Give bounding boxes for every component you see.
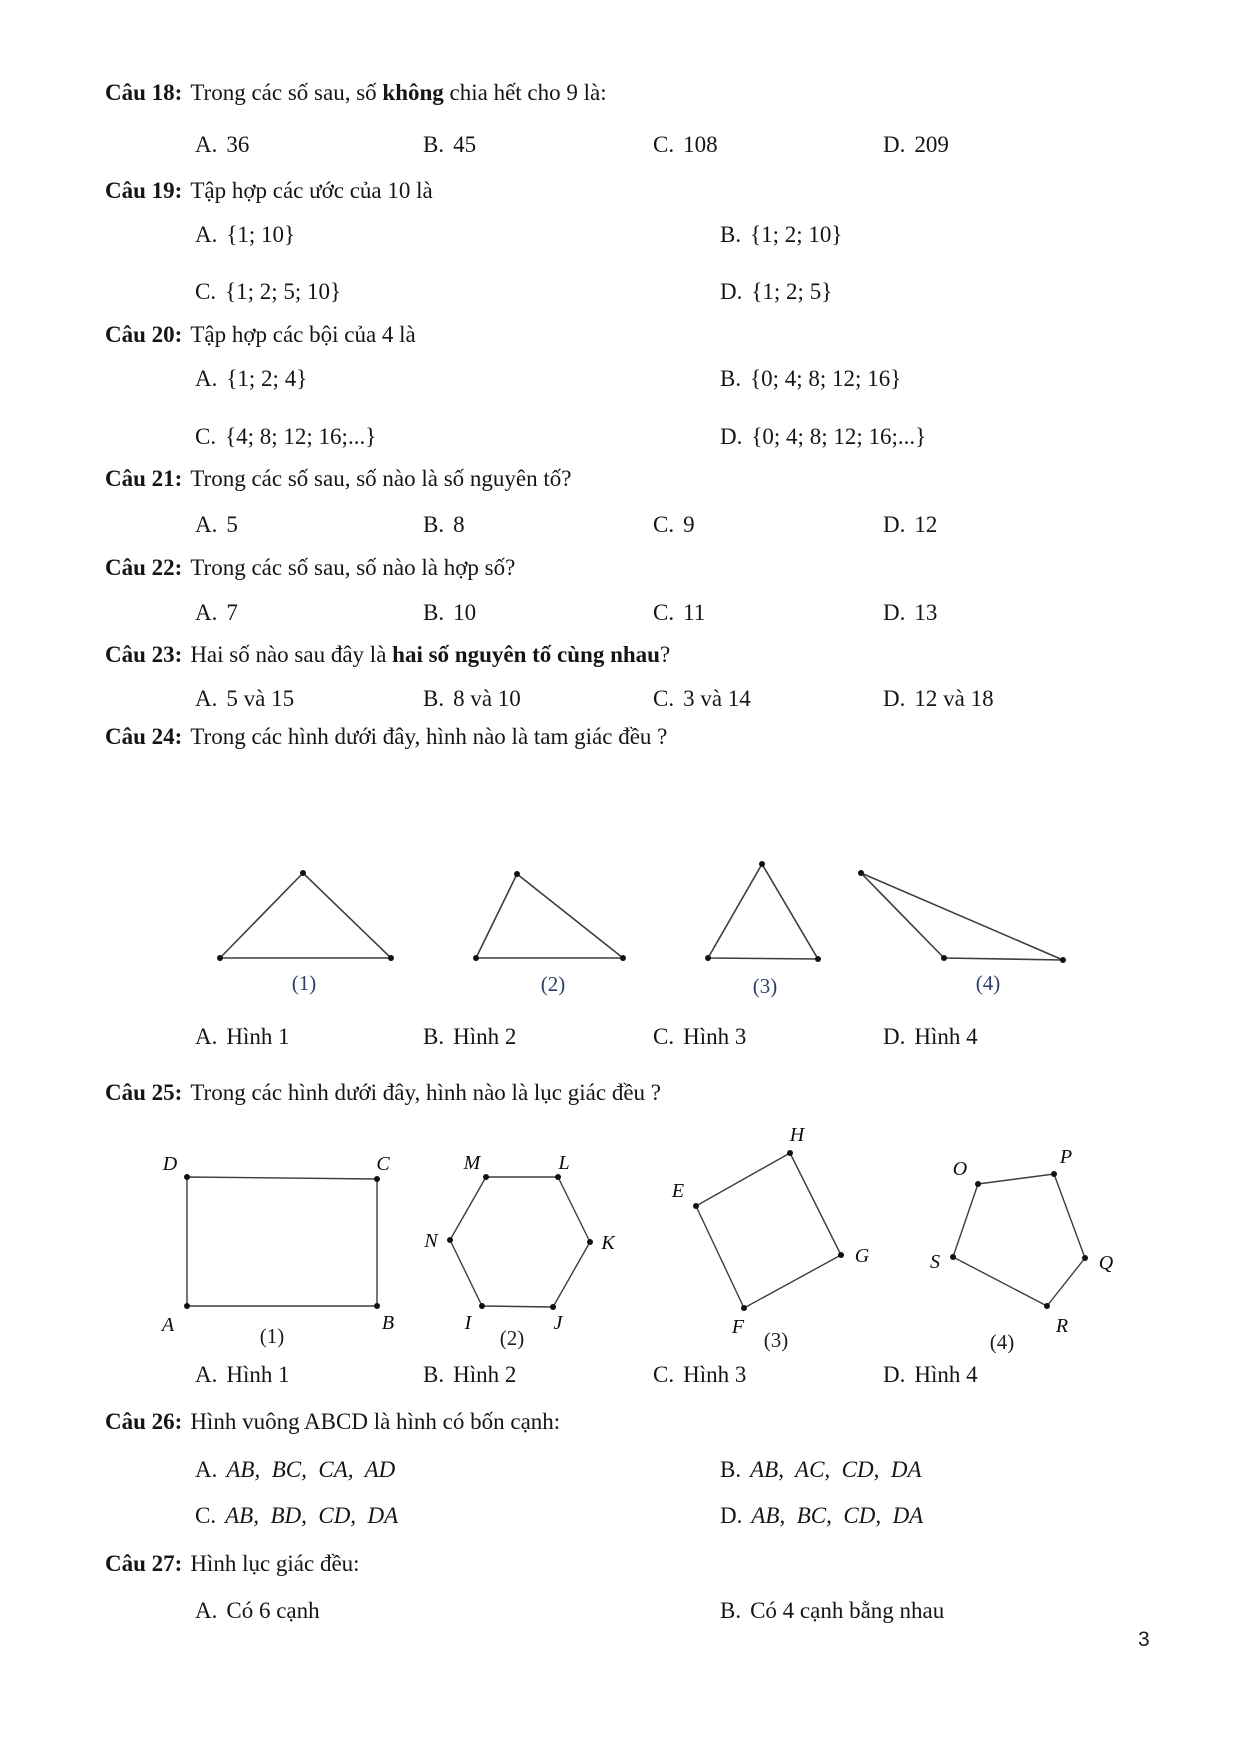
vertex-label-g: G xyxy=(854,1245,870,1267)
option-22-a: A. 7 xyxy=(195,600,238,625)
question-23-text-post: ? xyxy=(659,642,671,667)
option-23-c: C. 3 và 14 xyxy=(653,686,751,711)
question-23-text-pre: Hai số nào sau đây là xyxy=(190,642,393,667)
question-20-options-row2 xyxy=(0,422,1241,456)
option-24-d: D. Hình 4 xyxy=(883,1024,978,1049)
question-27-heading xyxy=(105,1549,360,1579)
option-18-c: C. 108 xyxy=(653,132,718,157)
triangle-4 xyxy=(861,873,1063,960)
option-20-d: D. {0; 4; 8; 12; 16;...} xyxy=(720,424,927,449)
question-22-heading xyxy=(105,553,515,583)
option-26-b: B. AB, AC, CD, DA xyxy=(720,1457,922,1482)
option-25-c: C. Hình 3 xyxy=(653,1362,747,1387)
question-25-label: Câu 25: xyxy=(105,1080,183,1105)
triangles-figure xyxy=(150,848,1130,998)
option-19-c: C. {1; 2; 5; 10} xyxy=(195,279,342,304)
question-19-text: Tập hợp các ước của 10 là xyxy=(190,178,433,203)
question-21-heading xyxy=(105,464,571,494)
question-23-heading xyxy=(105,640,670,670)
option-20-c: C. {4; 8; 12; 16;...} xyxy=(195,424,377,449)
vertex-label-m: M xyxy=(463,1152,481,1174)
option-26-a: A. AB, BC, CA, AD xyxy=(195,1457,396,1482)
question-25-heading xyxy=(105,1078,661,1108)
option-21-a: A. 5 xyxy=(195,512,238,537)
option-26-d: D. AB, BC, CD, DA xyxy=(720,1503,924,1528)
question-27-options xyxy=(0,1596,1241,1630)
option-22-d: D. 13 xyxy=(883,600,938,625)
vertex-label-b: B xyxy=(381,1312,395,1334)
option-20-a: A. {1; 2; 4} xyxy=(195,366,308,391)
question-22-options xyxy=(0,598,1241,632)
option-21-d: D. 12 xyxy=(883,512,938,537)
question-23-label: Câu 23: xyxy=(105,642,183,667)
rectangle-figure xyxy=(187,1177,377,1306)
question-19-label: Câu 19: xyxy=(105,178,183,203)
page-number: 3 xyxy=(1138,1628,1150,1651)
option-25-d: D. Hình 4 xyxy=(883,1362,978,1387)
option-24-b: B. Hình 2 xyxy=(423,1024,517,1049)
polygons-figure xyxy=(140,1125,1120,1353)
polygon-1-caption: (1) xyxy=(259,1324,285,1348)
question-26-options-row1 xyxy=(0,1455,1241,1489)
option-22-b: B. 10 xyxy=(423,600,477,625)
pentagon-figure xyxy=(953,1174,1085,1306)
vertex-label-j: J xyxy=(553,1312,563,1334)
vertex-label-s: S xyxy=(930,1251,940,1273)
option-19-b: B. {1; 2; 10} xyxy=(720,222,843,247)
question-24-heading xyxy=(105,722,667,752)
question-23-text-bold: hai số nguyên tố cùng nhau xyxy=(392,642,660,667)
question-24-text: Trong các hình dưới đây, hình nào là tam giác đều ? xyxy=(190,724,668,749)
option-22-c: C. 11 xyxy=(653,600,706,625)
question-27-text: Hình lục giác đều: xyxy=(190,1551,360,1576)
triangle-2-caption: (2) xyxy=(540,972,566,996)
question-26-options-row2 xyxy=(0,1501,1241,1535)
vertex-label-e: E xyxy=(671,1180,685,1202)
vertex-label-h: H xyxy=(789,1125,805,1146)
triangle-1-caption: (1) xyxy=(291,971,317,995)
option-25-b: B. Hình 2 xyxy=(423,1362,517,1387)
vertex-label-d: D xyxy=(162,1153,178,1175)
vertex-label-f: F xyxy=(731,1316,745,1338)
triangle-3-caption: (3) xyxy=(752,974,778,998)
question-25-options xyxy=(0,1360,1241,1394)
option-18-a: A. 36 xyxy=(195,132,250,157)
option-23-d: D. 12 và 18 xyxy=(883,686,994,711)
question-24-options xyxy=(0,1022,1241,1056)
question-24-label: Câu 24: xyxy=(105,724,183,749)
vertex-label-p: P xyxy=(1059,1146,1073,1168)
question-20-options-row1 xyxy=(0,364,1241,398)
question-18-text-bold: không xyxy=(382,80,444,105)
triangle-1 xyxy=(220,873,391,958)
polygon-3-caption: (3) xyxy=(763,1328,789,1352)
question-22-text: Trong các số sau, số nào là hợp số? xyxy=(190,555,516,580)
question-18-label: Câu 18: xyxy=(105,80,183,105)
option-23-a: A. 5 và 15 xyxy=(195,686,295,711)
question-23-options xyxy=(0,684,1241,718)
vertex-label-c: C xyxy=(376,1153,390,1175)
question-26-heading xyxy=(105,1407,560,1437)
question-19-options-row2 xyxy=(0,277,1241,311)
question-21-label: Câu 21: xyxy=(105,466,183,491)
option-18-d: D. 209 xyxy=(883,132,949,157)
vertex-label-i: I xyxy=(464,1312,472,1334)
vertex-label-n: N xyxy=(424,1230,438,1252)
question-26-text: Hình vuông ABCD là hình có bốn cạnh: xyxy=(190,1409,561,1434)
vertex-label-q: Q xyxy=(1098,1252,1114,1274)
option-19-a: A. {1; 10} xyxy=(195,222,296,247)
question-25-text: Trong các hình dưới đây, hình nào là lục giác đều ? xyxy=(190,1080,661,1105)
question-19-heading xyxy=(105,176,433,206)
option-19-d: D. {1; 2; 5} xyxy=(720,279,833,304)
question-20-heading xyxy=(105,320,416,350)
vertex-label-a: A xyxy=(161,1314,175,1336)
option-23-b: B. 8 và 10 xyxy=(423,686,521,711)
question-26-label: Câu 26: xyxy=(105,1409,183,1434)
polygon-2-caption: (2) xyxy=(499,1326,525,1350)
question-20-text: Tập hợp các bội của 4 là xyxy=(190,322,416,347)
question-21-options xyxy=(0,510,1241,544)
question-18-text-pre: Trong các số sau, số xyxy=(190,80,383,105)
triangle-2 xyxy=(476,874,623,958)
question-18-heading xyxy=(105,78,607,108)
option-25-a: A. Hình 1 xyxy=(195,1362,290,1387)
option-24-a: A. Hình 1 xyxy=(195,1024,290,1049)
question-18-text-post: chia hết cho 9 là: xyxy=(443,80,607,105)
question-22-label: Câu 22: xyxy=(105,555,183,580)
question-19-options-row1 xyxy=(0,220,1241,254)
question-21-text: Trong các số sau, số nào là số nguyên tố? xyxy=(190,466,572,491)
option-26-c: C. AB, BD, CD, DA xyxy=(195,1503,399,1528)
hexagon-figure xyxy=(450,1177,590,1307)
vertex-label-l: L xyxy=(558,1152,570,1174)
option-21-c: C. 9 xyxy=(653,512,695,537)
option-27-a: A. Có 6 cạnh xyxy=(195,1598,320,1623)
option-24-c: C. Hình 3 xyxy=(653,1024,747,1049)
polygon-4-caption: (4) xyxy=(989,1330,1015,1353)
question-27-label: Câu 27: xyxy=(105,1551,183,1576)
triangle-4-caption: (4) xyxy=(975,971,1001,995)
question-20-label: Câu 20: xyxy=(105,322,183,347)
vertex-label-k: K xyxy=(601,1232,615,1254)
quadrilateral-figure xyxy=(696,1153,841,1308)
vertex-label-r: R xyxy=(1055,1315,1069,1337)
option-21-b: B. 8 xyxy=(423,512,465,537)
option-20-b: B. {0; 4; 8; 12; 16} xyxy=(720,366,902,391)
option-27-b: B. Có 4 cạnh bằng nhau xyxy=(720,1598,945,1623)
triangle-3 xyxy=(708,864,818,959)
vertex-label-o: O xyxy=(952,1158,968,1180)
option-18-b: B. 45 xyxy=(423,132,477,157)
question-18-options xyxy=(0,130,1241,164)
